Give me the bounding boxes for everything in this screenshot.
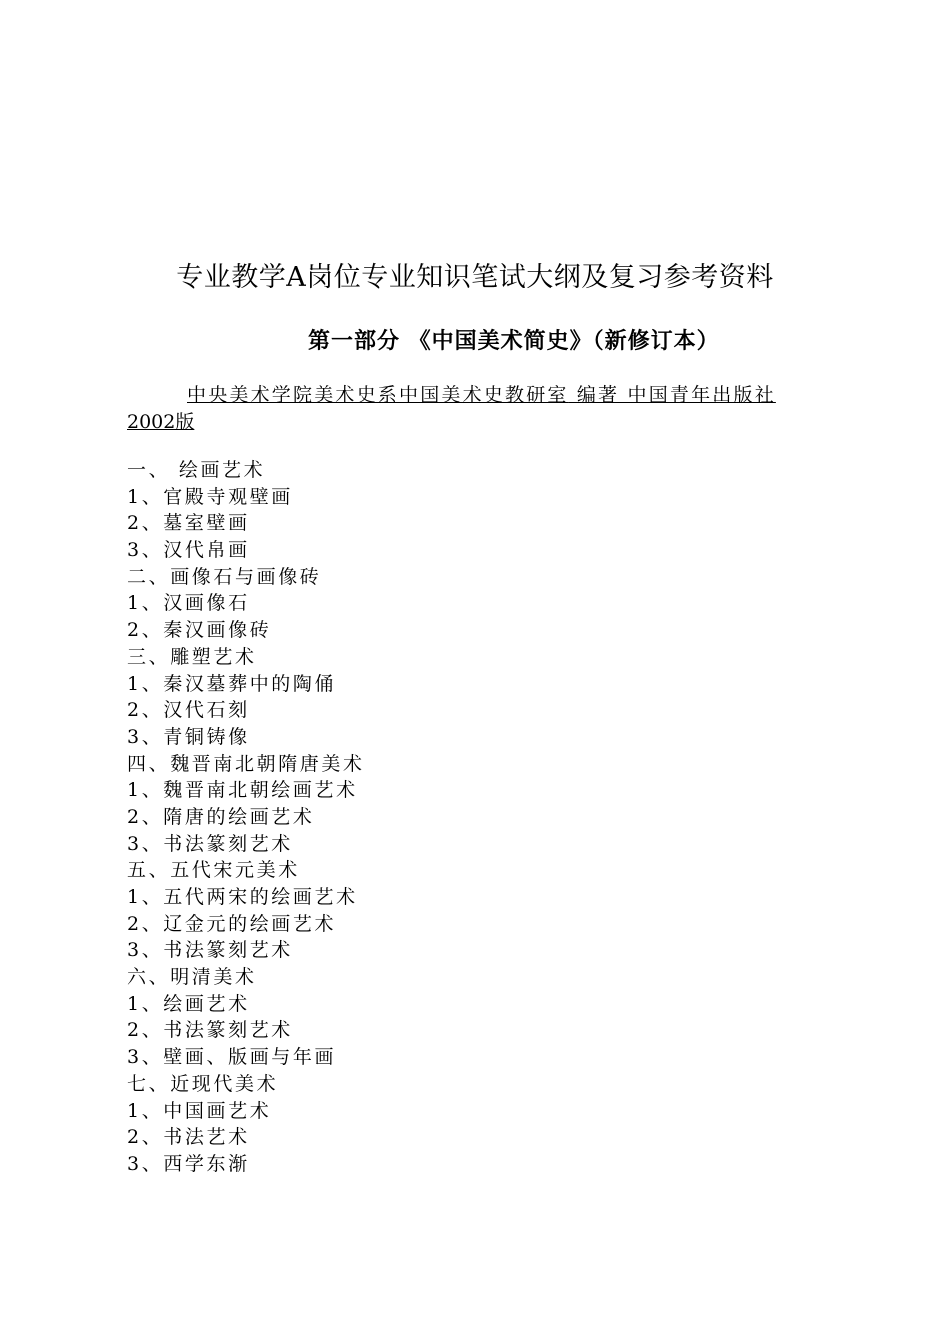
outline-list-item: 3、青铜铸像 [127, 725, 250, 748]
outline-list-item: 2、辽金元的绘画艺术 [127, 912, 337, 935]
outline-list-item: 1、秦汉墓葬中的陶俑 [127, 672, 337, 695]
document-subtitle: 第一部分 《中国美术简史》（新修订本） [308, 328, 720, 354]
outline-list-item: 2、墓室壁画 [127, 512, 250, 535]
outline-list-item: 2、书法艺术 [127, 1126, 250, 1149]
outline-list-item: 3、西学东渐 [127, 1152, 250, 1175]
outline-section-heading: 二、画像石与画像砖 [127, 565, 322, 588]
source-edition: 2002版 [127, 411, 195, 433]
source-reference [127, 382, 835, 436]
source-publisher: 编著 中国青年出版社 [568, 384, 776, 406]
outline-list-item: 2、隋唐的绘画艺术 [127, 805, 315, 828]
outline-section-heading: 七、近现代美术 [127, 1072, 279, 1095]
outline-section-heading: 四、魏晋南北朝隋唐美术 [127, 752, 365, 775]
outline-list-item: 1、五代两宋的绘画艺术 [127, 886, 358, 908]
outline-list-item: 2、汉代石刻 [127, 699, 250, 722]
document-title: 专业教学A岗位专业知识笔试大纲及复习参考资料 [176, 262, 774, 293]
outline-section-heading: 六、明清美术 [127, 966, 257, 989]
outline-list-item: 1、绘画艺术 [127, 992, 250, 1015]
outline-list-item: 3、书法篆刻艺术 [127, 939, 293, 962]
outline-section-heading: 五、五代宋元美术 [127, 859, 300, 882]
outline-list-item: 1、中国画艺术 [127, 1099, 272, 1122]
source-editor: 中央美术学院美术史系中国美术史教研室 [187, 384, 569, 406]
outline-list [127, 457, 365, 1178]
outline-list-item: 3、书法篆刻艺术 [127, 832, 293, 855]
outline-list-item: 2、书法篆刻艺术 [127, 1019, 293, 1042]
outline-section-heading: 一、 绘画艺术 [127, 459, 266, 481]
outline-list-item: 2、秦汉画像砖 [127, 619, 272, 642]
outline-list-item: 1、魏晋南北朝绘画艺术 [127, 779, 358, 802]
outline-list-item: 1、汉画像石 [127, 592, 250, 615]
outline-list-item: 1、官殿寺观壁画 [127, 485, 293, 508]
outline-section-heading: 三、雕塑艺术 [127, 645, 257, 668]
outline-list-item: 3、汉代帛画 [127, 539, 250, 562]
source-line [127, 382, 835, 409]
outline-list-item: 3、壁画、版画与年画 [127, 1046, 337, 1069]
